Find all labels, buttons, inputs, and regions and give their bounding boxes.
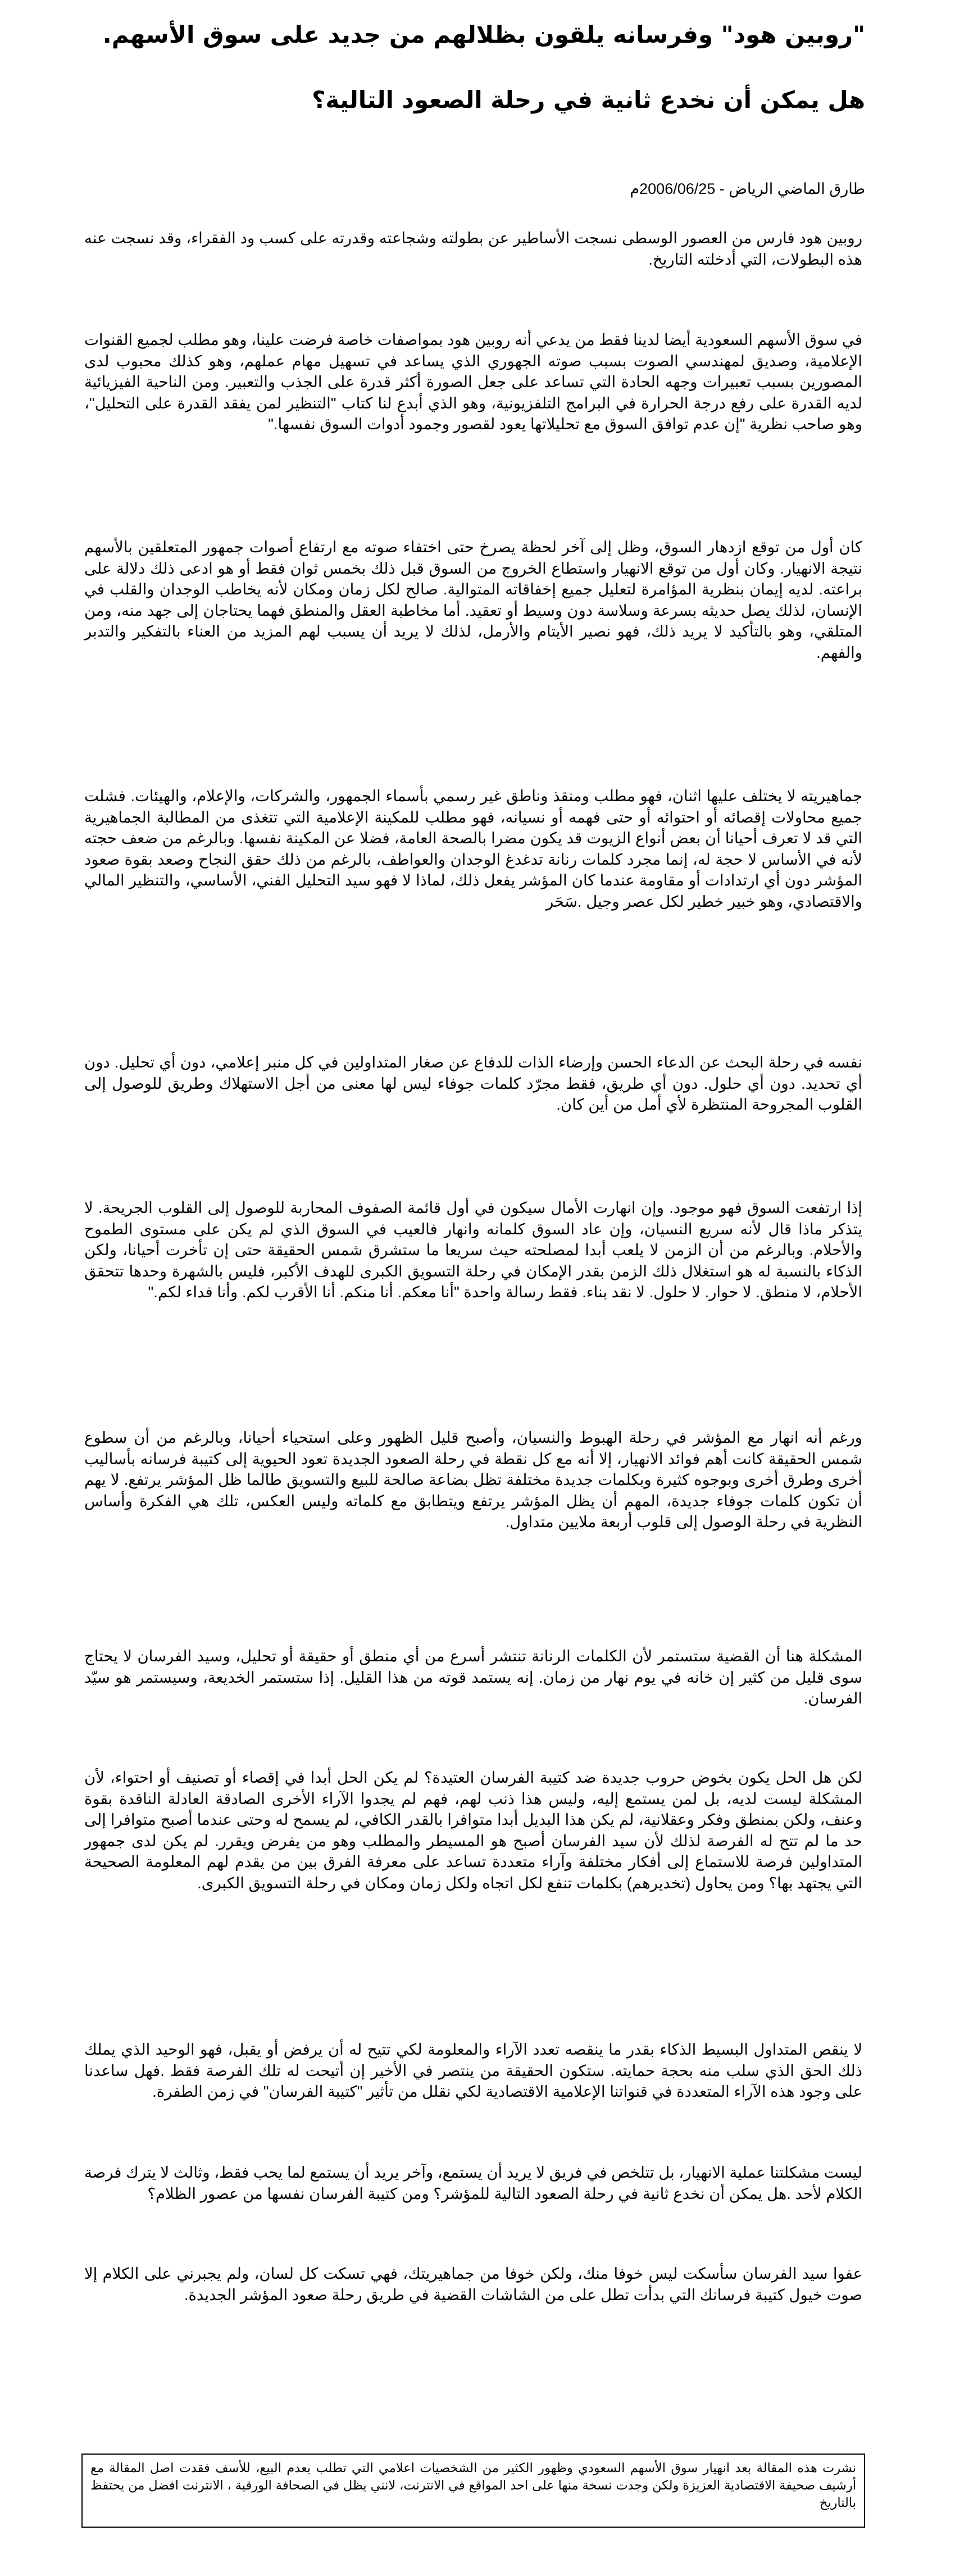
article-paragraph-5: نفسه في رحلة البحث عن الدعاء الحسن وإرضاء الذات للدفاع عن صغار المتداولين في كل منبر إعلامي، دون أي تحليل. دون أي تحديد. دون أي حلول. دون أي طريق، فقط مجرّد كلمات جوفاء ليس لها معنى من أجل الاستهلاك وطريق للوصول إلى القلوب المجروحة المنتظرة لأي أمل من أين كان.: [84, 1053, 862, 1113]
article-paragraph-8: المشكلة هنا أن القضية ستستمر لأن الكلمات الرنانة تنتشر أسرع من أي منطق أو حقيقة أو تحليل، وسيد الفرسان لا يحتاج سوى قليل من كثير إن خانه في يوم نهار من زمان. إنه يستمد قوته من هذا القليل. إذا ستستمر الخديعة، وسيستمر هو سيّد الفرسان.: [84, 1647, 862, 1707]
article-paragraph-10: لا ينقص المتداول البسيط الذكاء بقدر ما ينقصه تعدد الآراء والمعلومة لكي تتيح له أن يرفض أو يقبل، فهو الوحيد الذي يملك ذلك الحق الذي سلب منه بحجة حمايته. ستكون الحقيقة من ينتصر في الأخير إن أتيحت له تلك الفرصة فقط .فهل ساعدنا على وجود هذه الآراء المتعددة في قنواتنا الإعلامية الاقتصادية لكي نقلل من تأثير "كتيبة الفرسان" في زمن الطفرة.: [84, 2041, 862, 2100]
article-footnote-box: نشرت هذه المقالة بعد انهيار سوق الأسهم السعودي وظهور الكثير من الشخصيات اعلامي التي تطلب بعدم البيع، للأسف فقدت اصل المقالة مع أرشيف صحيفة الاقتصادية العزيزة ولكن وجدت نسخة منها على احد المواقع في الانترنت، لانني يظل في الصحافة الورقية ، الانترنت افضل من يحتفظ بالتاريخ: [81, 2454, 865, 2528]
article-paragraph-3: كان أول من توقع ازدهار السوق، وظل إلى آخر لحظة يصرخ حتى اختفاء صوته مع ارتفاع أصوات جمهور المتعلقين بالأسهم نتيجة الانهيار. وكان أول من توقع الانهيار واستطاع الخروج من السوق قبل ذلك بخمس ثوان فقط أو هو ادعى ذلك دلالة على براعته. لديه إيمان بنظرية المؤامرة لتعليل جميع إخفاقاته المتوالية. صالح لكل زمان ومكان لأنه يخاطب الوجدان والقلب في الإنسان، لذلك يصل حديثه بسرعة وسلاسة دون وسيط أو تعقيد. أما مخاطبة العقل والمنطق فهما يحتاجان إلى جهد منه، ومن المتلقي، وهو بالتأكيد لا يريد ذلك، فهو نصير الأيتام والأرمل، لذلك لا يريد أن يسبب لهم المزيد من العناء بالتفكير والتدبر والفهم.: [84, 538, 862, 661]
article-paragraph-1: روبين هود فارس من العصور الوسطى نسجت الأساطير عن بطولته وشجاعته وقدرته على كسب ود الفقراء، وقد نسجت عنه هذه البطولات، التي أدخلته التاريخ.: [84, 229, 862, 268]
article-paragraph-9: لكن هل الحل يكون بخوض حروب جديدة ضد كتيبة الفرسان العتيدة؟ لم يكن الحل أبدا في إقصاء أو تصنيف أو احتواء، لأن المشكلة ليست لديه، بل لمن يستمع إليه، وليس هذا ذنب لهم، فهم لم يجدوا الآراء الأخرى الصادقة العادلة الناقدة بقوة وعنف، ولكن بمنطق وفكر وعقلانية، لم يكن هذا البديل أبدا متوافرا بالقدر الكافي، لم يسمح له وحتى عندما أصبح متوافرا إلى حد ما لم تتح له الفرصة لذلك لأن سيد الفرسان أصبح هو المسيطر والمطلب وهو من يفرض ويقرر. لم يكن لدى جمهور المتداولين فرصة للاستماع إلى أفكار مختلفة وآراء متعددة تساعد على معرفة الفرق بين من يقدم لهم المعلومة الصحيحة التي يجتهد بها؟ ومن يحاول (تخديرهم) بكلمات تنفع لكل اتجاه ولكل زمان ومكان في رحلة التسويق الكبرى.: [84, 1769, 862, 1892]
article-title-line-1: "روبين هود" وفرسانه يلقون بظلالهم من جديد على سوق الأسهم.: [102, 21, 865, 48]
article-byline: طارق الماضي الرياض - 2006/06/25م: [630, 180, 865, 197]
article-paragraph-11: ليست مشكلتنا عملية الانهيار، بل تتلخص في فريق لا يريد أن يستمع، وآخر يريد أن يستمع لما يحب فقط، وثالث لا يترك فرصة الكلام لأحد .هل يمكن أن نخدع ثانية في رحلة الصعود التالية للمؤشر؟ ومن كتيبة الفرسان نفسها من عصور الظلام؟: [84, 2164, 862, 2202]
article-paragraph-2: في سوق الأسهم السعودية أيضا لدينا فقط من يدعي أنه روبين هود بمواصفات خاصة فرضت علينا، وهو مطلب لجميع القنوات الإعلامية، وصديق لمهندسي الصوت بسبب صوته الجهوري الذي يساعد في تسهيل مهام عملهم، وهو كذلك محبوب لدى المصورين بسبب تعبيرات وجهه الحادة التي تساعد على جعل الصورة أكثر قدرة على الجذب والتعبير. ومن الناحية الفيزيائية لديه القدرة على رفع درجة الحرارة في البرامج التلفزيونية، وهو الذي أبدع لنا كتاب "التنظير لمن يفقد القدرة على التحليل"، وهو صاحب نظرية "إن عدم توافق السوق مع تحليلاتها يعود لقصور وجمود أدوات السوق نفسها.": [84, 331, 862, 433]
article-paragraph-6: إذا ارتفعت السوق فهو موجود. وإن انهارت الأمال سيكون في أول قائمة الصفوف المحاربة للوصول إلى القلوب الجريحة. لا يتذكر ماذا قال لأنه سريع النسيان، وإن عاد السوق كلمانه وانهار فالعيب في السوق الذي لم يكن على مستوى الطموح والأحلام. وبالرغم من أن الزمن لا يلعب أبدا لمصلحته حيث سريعا ما ستشرق شمس الحقيقة حتى إن تأخرت أحيانا، ولكن الذكاء بالنسبة له هو استغلال ذلك الزمن بقدر الإمكان في رحلة التسويق الكبرى للهدف الأكبر، فليس بالشهرة وحدها تتحقق الأحلام، لا منطق. لا حوار. لا حلول. لا نقد بناء. فقط رسالة واحدة "أنا معكم. أنا منكم. أنا الأقرب لكم. وأنا فداء لكم.": [84, 1199, 862, 1301]
article-paragraph-7: ورغم أنه انهار مع المؤشر في رحلة الهبوط والنسيان، وأصبح قليل الظهور وعلى استحياء أحيانا، وبالرغم من أن سطوع شمس الحقيقة كانت أهم فوائد الانهيار، إلا أنه مع كل نقطة في رحلة الصعود الجديدة تعود الحيوية إلى كتيبة فرسانه بأساليب أخرى وطرق أخرى وبوجوه كثيرة وبكلمات جديدة مختلفة تظل بضاعة صالحة للبيع والتسويق طالما ظل المؤشر يرتفع. لا يهم أن تكون كلمات جوفاء جديدة، المهم أن يظل المؤشر يرتفع ويتطابق مع كلماته وليس العكس، تلك هي الفكرة وأساس النظرية في رحلة الوصول إلى قلوب أربعة ملايين متداول.: [84, 1429, 862, 1530]
article-paragraph-4: جماهيريته لا يختلف عليها اثنان، فهو مطلب ومنقذ وناطق غير رسمي بأسماء الجمهور، والشركات، والإعلام، والهيئات. فشلت جميع محاولات إقصائه أو احتوائه أو حتى فهمه أو نسيانه، فهو مطلب للمكينة الإعلامية التي تتغذى من المطالبة الجماهيرية التي قد لا تعرف أحيانا أن بعض أنواع الزيوت قد يكون مضرا بالصحة العامة، فضلا عن المكينة نفسها. وبالرغم من ضعف حجته لأنه في الأساس لا حجة له، إنما مجرد كلمات رنانة تدغدغ الوجدان والعواطف، بالرغم من ذلك حقق النجاح وصعد بقوة صعود المؤشر دون أي ارتدادات أو مقاومة عندما كان المؤشر يفعل ذلك، لماذا لا فهو سيد التحليل الفني، الأساسي، والتنظير المالي والاقتصادي، وهو خبير خطير لكل عصر وجيل .سَحَر: [84, 787, 862, 910]
article-title-line-2: هل يمكن أن نخدع ثانية في رحلة الصعود التالية؟: [312, 86, 865, 113]
article-paragraph-12: عفوا سيد الفرسان سأسكت ليس خوفا منك، ولكن خوفا من جماهيريتك، فهي تسكت كل لسان، ولم يجبرني على الكلام إلا صوت خيول كتيبة فرسانك التي بدأت تطل على من الشاشات القضية في طريق رحلة صعود المؤشر الجديدة.: [84, 2265, 862, 2304]
